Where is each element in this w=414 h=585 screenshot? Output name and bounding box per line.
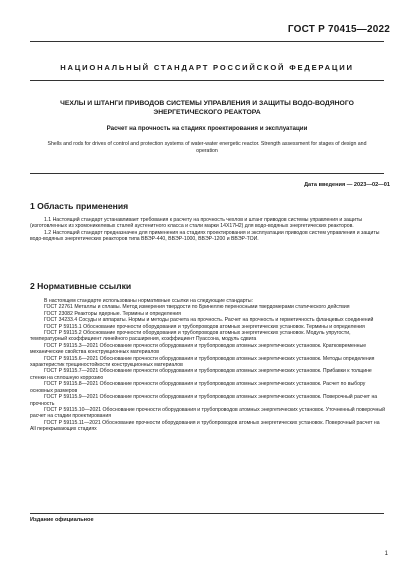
reference-item: ГОСТ Р 59115.10—2021 Обоснование прочности оборудования и трубопроводов атомных энергетических установок. Уточненный поверочный расчет на стадии проектирования	[30, 406, 385, 420]
document-title: ЧЕХЛЫ И ШТАНГИ ПРИВОДОВ СИСТЕМЫ УПРАВЛЕНИЯ И ЗАЩИТЫ ВОДО-ВОДЯНОГО ЭНЕРГЕТИЧЕСКОГО РЕАКТОРА	[60, 100, 354, 116]
reference-item: ГОСТ Р 59115.7—2021 Обоснование прочности оборудования и трубопроводов атомных энергетических установок. Прибавки к толщине стенки на сплошную коррозию	[30, 368, 372, 381]
page-number: 1	[384, 551, 388, 557]
paragraph-1-1: 1.1 Настоящий стандарт устанавливает требования к расчету на прочность чехлов и штанг приводов системы управления и защиты (изготовленных из хромоникелевых сталей аустенитного класса и стали марки 14Х17Н2) для водо-водяных энергетических реакторов.	[30, 217, 363, 230]
section-2-body	[30, 298, 386, 433]
section-1-body	[30, 217, 386, 243]
document-subtitle: Расчет на прочность на стадиях проектирования и эксплуатации	[106, 125, 308, 132]
standard-code: ГОСТ Р 70415—2022	[287, 24, 390, 35]
introduction-date: Дата введения — 2023—02—01	[304, 182, 390, 188]
standard-title: НАЦИОНАЛЬНЫЙ СТАНДАРТ РОССИЙСКОЙ ФЕДЕРАЦИИ	[60, 63, 354, 72]
section-2-intro: В настоящем стандарте использованы нормативные ссылки на следующие стандарты:	[44, 298, 254, 304]
english-title: Shells and rods for drives of control and protection systems of water-water energetic reactor. Strength assessment for stages of design and operation	[47, 141, 367, 154]
reference-item: ГОСТ Р 59115.2 Обоснование прочности оборудования и трубопроводов атомных энергетических установок. Модуль упругости, температурный коэффициент линейного расширения, коэффициент Пуассона, модуль сдвига	[30, 330, 351, 343]
footer-rule	[30, 513, 384, 514]
header-rule	[30, 41, 384, 42]
section-2-heading: 2 Нормативные ссылки	[30, 281, 132, 291]
reference-item: ГОСТ Р 59115.6—2021 Обоснование прочности оборудования и трубопроводов атомных энергетических установок. Методы определения характеристик трещиностойкости конструкционных материалов	[30, 355, 375, 369]
reference-item: ГОСТ 23082 Реакторы ядерные. Термины и определения	[44, 310, 181, 317]
official-edition-note: Издание официальное	[30, 517, 94, 523]
reference-item: ГОСТ 34233.4 Сосуды и аппараты. Нормы и методы расчета на прочность. Расчет на прочность и герметичность фланцевых соединений	[44, 317, 374, 324]
section-1-heading: 1 Область применения	[30, 201, 129, 211]
paragraph-1-2: 1.2 Настоящий стандарт предназначен для применения на стадиях проектирования и эксплуатации приводов систем управления и защиты водо-водяных энергетических реакторов типа ВВЭР-440, ВВЭР-1000, ВВЭР-1200 и ВВЭР-ТОИ.	[30, 229, 380, 243]
reference-item: ГОСТ Р 59115.11—2021 Обоснование прочности оборудования и трубопроводов атомных энергетических установок. Поверочный расчет на All перекрывающих стадиях	[30, 419, 380, 433]
reference-item: ГОСТ Р 59115.3—2021 Обоснование прочности оборудования и трубопроводов атомных энергетических установок. Кратковременные механические свойства конструкционных материалов	[30, 342, 367, 356]
reference-item: ГОСТ 22761 Металлы и сплавы. Метод измерения твердости по Бринеллю переносными твердомерами статического действия	[44, 304, 350, 311]
title-bottom-rule	[30, 173, 384, 174]
reference-item: ГОСТ Р 59115.8—2021 Обоснование прочности оборудования и трубопроводов атомных энергетических установок. Расчет по выбору основных размеров	[30, 381, 366, 394]
reference-item: ГОСТ Р 59115.9—2021 Обоснование прочности оборудования и трубопроводов атомных энергетических установок. Поверочный расчет на прочность	[30, 394, 378, 407]
title-rule	[30, 80, 384, 81]
reference-item: ГОСТ Р 59115.1 Обоснование прочности оборудования и трубопроводов атомных энергетических установок. Термины и определения	[44, 323, 365, 330]
